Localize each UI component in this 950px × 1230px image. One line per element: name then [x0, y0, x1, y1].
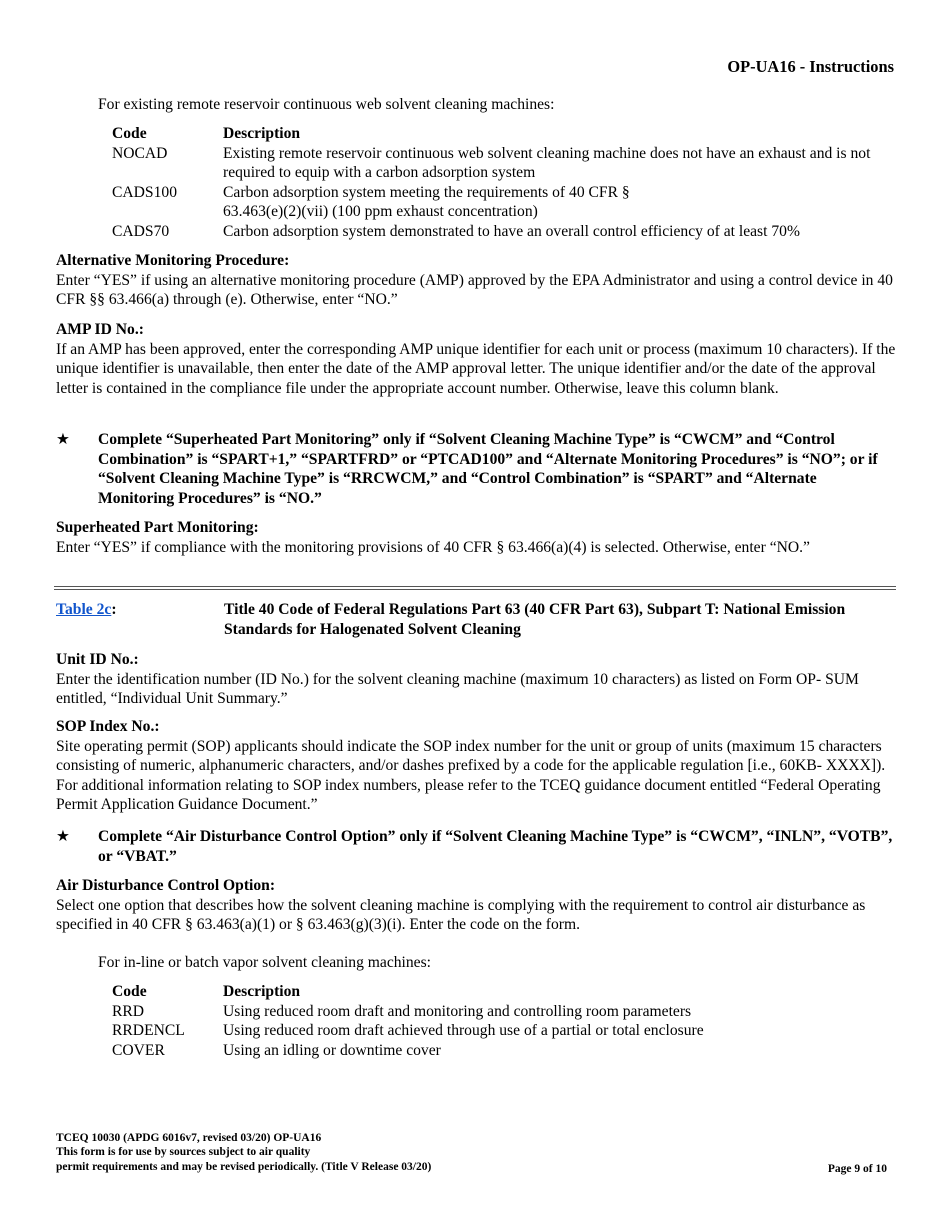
section-heading: Air Disturbance Control Option:: [56, 877, 276, 894]
amp-id-section: [56, 320, 896, 398]
section-body: Select one option that describes how the solvent cleaning machine is complying with the requirement to control air disturbance as specified in 40 CFR § 63.463(a)(1) or § 63.463(g)(3)(i). Enter the code on the form.: [56, 896, 866, 933]
section-body: Site operating permit (SOP) applicants should indicate the SOP index number for the unit or group of units (maximum 15 characters consisting of numeric, alphanumeric characters, and/or dashes prefixed by a code for the applicable regulation [i.e., 60KB- XXXX]). For additional information relating to SOP index numbers, please refer to the TCEQ guidance document entitled “Federal Operating Permit Application Guidance Document.”: [56, 737, 886, 813]
superheated-instruction-note: [56, 430, 896, 508]
note-text: Complete “Superheated Part Monitoring” only if “Solvent Cleaning Machine Type” is “CWCM” and “Control Combination” is “SPART+1,” “SPARTFRD” or “PTCAD100” and “Alternate Monitoring Procedures” is “NO”; or if “Solvent Cleaning Machine Type” is “RRCWCM,” and “Control Combination” is “SPART” and “Alternate Monitoring Procedures” is “NO.”: [98, 431, 878, 507]
inline-batch-code-table: [112, 982, 894, 1060]
page-number: Page 9 of 10: [827, 1163, 887, 1175]
code-cell: CADS70: [112, 222, 170, 240]
description-column-header: Description: [223, 125, 301, 142]
code-cell: RRD: [112, 1002, 145, 1020]
description-column-header: Description: [223, 983, 301, 1000]
star-icon: ★: [56, 828, 70, 845]
page-footer: [56, 1131, 431, 1174]
table-2c-link[interactable]: Table 2c: [56, 601, 112, 618]
section-heading: SOP Index No.:: [56, 718, 160, 735]
table-2c-header: [56, 600, 896, 639]
unit-id-section: [56, 650, 896, 709]
code-column-header: Code: [112, 983, 147, 1000]
superheated-part-section: [56, 518, 896, 557]
inline-batch-intro: For in-line or batch vapor solvent cleaning machines:: [98, 954, 432, 971]
description-cell: Using reduced room draft and monitoring and controlling room parameters: [223, 1002, 692, 1020]
note-text: Complete “Air Disturbance Control Option” only if “Solvent Cleaning Machine Type” is “CWCM”, “INLN”, “VOTB”, or “VBAT.”: [98, 828, 893, 865]
table-2c-link-wrap: [56, 600, 117, 620]
section-heading: Superheated Part Monitoring:: [56, 519, 259, 536]
description-cell: Using an idling or downtime cover: [223, 1041, 441, 1059]
air-disturbance-section: [56, 876, 896, 935]
code-cell: COVER: [112, 1041, 165, 1059]
sop-index-section: [56, 717, 896, 815]
code-column-header: Code: [112, 125, 147, 142]
table-row: [112, 144, 894, 183]
table-row: [112, 1002, 894, 1022]
alternative-monitoring-section: [56, 251, 896, 310]
air-disturbance-instruction-note: [56, 827, 896, 866]
code-cell: CADS100: [112, 183, 177, 201]
description-cell: Using reduced room draft achieved through use of a partial or total enclosure: [223, 1022, 704, 1039]
section-body: Enter “YES” if compliance with the monitoring provisions of 40 CFR § 63.466(a)(4) is selected. Otherwise, enter “NO.”: [56, 538, 810, 556]
link-colon: :: [111, 601, 117, 618]
table-row: [112, 183, 894, 222]
page-header-title: OP-UA16 - Instructions: [727, 57, 894, 76]
footer-notice-line: This form is for use by sources subject to air quality: [56, 1146, 311, 1159]
section-heading: AMP ID No.:: [56, 321, 144, 338]
section-divider: [54, 586, 896, 587]
remote-reservoir-code-table: [112, 124, 894, 241]
section-body: Enter the identification number (ID No.) for the solvent cleaning machine (maximum 10 characters) as listed on Form OP- SUM entitled, “Individual Unit Summary.”: [56, 670, 859, 707]
section-divider: [54, 589, 896, 590]
table-row: [112, 222, 894, 242]
description-cell: Existing remote reservoir continuous web solvent cleaning machine does not have an exhaust and is not required to equip with a carbon adsorption system: [223, 144, 871, 181]
section-body: If an AMP has been approved, enter the corresponding AMP unique identifier for each unit or process (maximum 10 characters). If the unique identifier is unavailable, then enter the date of the AMP approval letter. The unique identifier and/or the date of the approval letter is contained in the compliance file under the appropriate account number. Otherwise, leave this column blank.: [56, 340, 896, 397]
section-heading: Alternative Monitoring Procedure:: [56, 252, 290, 269]
table-row: [112, 1041, 894, 1061]
section-body: Enter “YES” if using an alternative monitoring procedure (AMP) approved by the EPA Administrator and using a control device in 40 CFR §§ 63.466(a) through (e). Otherwise, enter “NO.”: [56, 271, 893, 308]
table-row: [112, 1021, 894, 1041]
description-cell: Carbon adsorption system demonstrated to have an overall control efficiency of at least 70%: [223, 222, 800, 240]
footer-form-id: TCEQ 10030 (APDG 6016v7, revised 03/20) OP-UA16: [56, 1132, 322, 1144]
description-cell: Carbon adsorption system meeting the requirements of 40 CFR § 63.463(e)(2)(vii) (100 ppm exhaust concentration): [223, 183, 630, 220]
code-cell: NOCAD: [112, 144, 168, 162]
footer-notice-line: permit requirements and may be revised periodically. (Title V Release 03/20): [56, 1160, 432, 1173]
remote-reservoir-intro: For existing remote reservoir continuous web solvent cleaning machines:: [98, 96, 555, 113]
star-icon: ★: [56, 431, 70, 448]
table-2c-title: Title 40 Code of Federal Regulations Part 63 (40 CFR Part 63), Subpart T: National Emission Standards for Halogenated Solvent Cleaning: [224, 601, 846, 638]
section-heading: Unit ID No.:: [56, 651, 139, 668]
code-cell: RRDENCL: [112, 1022, 185, 1039]
